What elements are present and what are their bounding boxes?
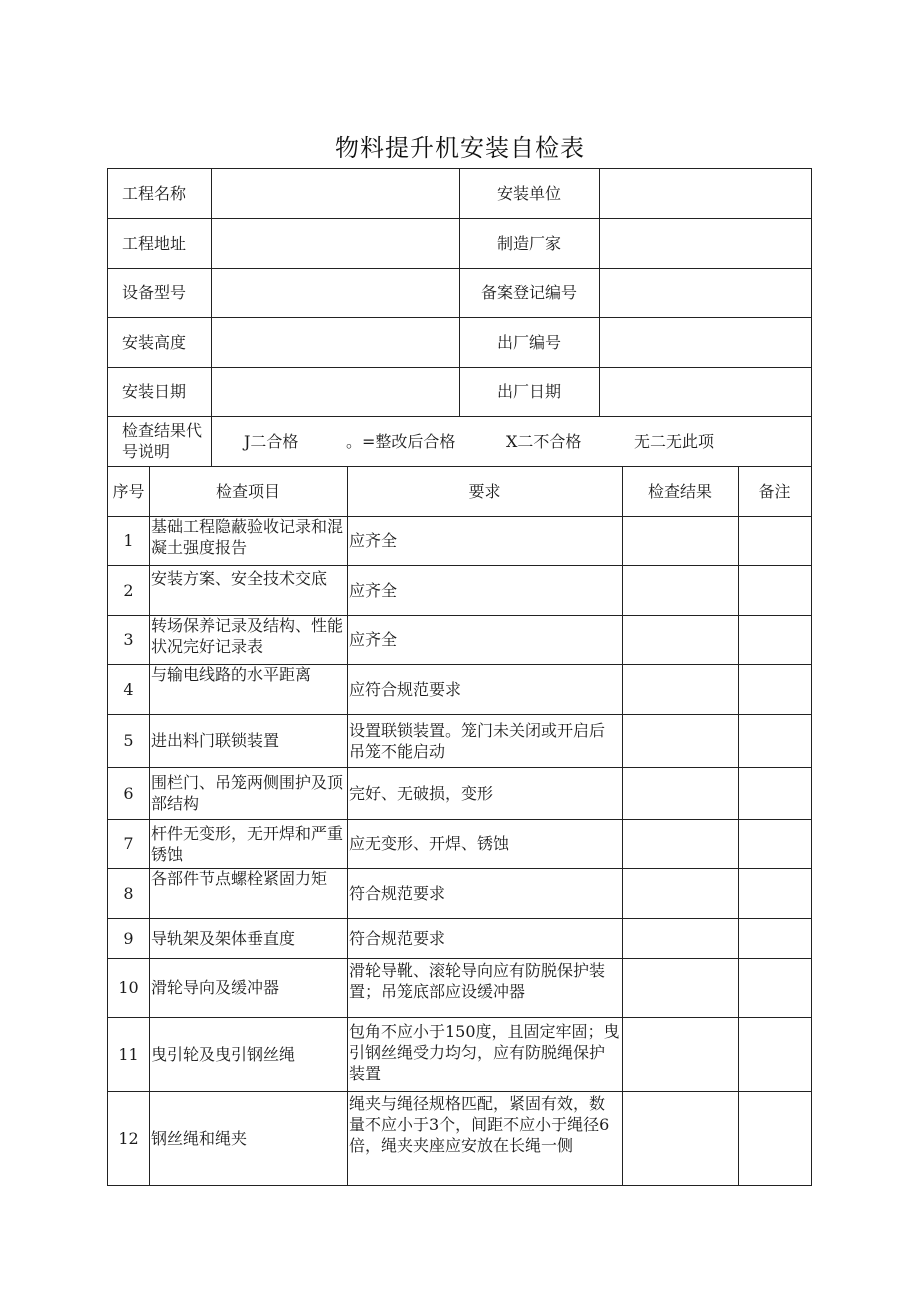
row-requirement: 应齐全 [349, 580, 398, 600]
grid-line [108, 767, 811, 768]
page-title: 物料提升机安装自检表 [335, 134, 585, 162]
header-item: 检查项目 [215, 481, 280, 501]
row-result[interactable] [622, 958, 738, 1017]
row-seq: 6 [123, 783, 134, 803]
row-note[interactable] [738, 868, 811, 918]
row-seq: 8 [123, 883, 134, 903]
row-note[interactable] [738, 714, 811, 767]
row-result[interactable] [622, 868, 738, 918]
row-note[interactable] [738, 1017, 811, 1091]
grid-line [108, 565, 811, 566]
info-value-project-name[interactable] [211, 169, 459, 218]
legend-label: 检查结果代号说明 [122, 421, 203, 461]
row-item: 围栏门、吊笼两侧围护及顶部结构 [151, 773, 344, 813]
info-value-serial-no[interactable] [599, 317, 811, 367]
row-seq: 9 [123, 928, 134, 948]
grid-line [108, 1017, 811, 1018]
grid-line [108, 918, 811, 919]
row-requirement: 应齐全 [349, 630, 398, 649]
info-label-model: 设备型号 [122, 283, 187, 302]
row-requirement: 设置联锁装置。笼门未关闭或开启后吊笼不能启动 [349, 720, 606, 761]
row-requirement: 绳夹与绳径规格匹配，紧固有效，数量不应小于3个，间距不应小于绳径6倍，绳夹夹座应安放在长绳一侧 [349, 1094, 610, 1155]
row-item: 基础工程隐蔽验收记录和混凝土强度报告 [151, 517, 344, 557]
row-seq: 3 [123, 630, 134, 649]
info-label-factory-date: 出厂日期 [496, 382, 561, 401]
row-result[interactable] [622, 664, 738, 714]
grid-line [149, 466, 150, 1185]
row-note[interactable] [738, 918, 811, 958]
row-result[interactable] [622, 819, 738, 868]
grid-line [108, 416, 811, 417]
grid-line [108, 868, 811, 869]
grid-line [108, 958, 811, 959]
row-result[interactable] [622, 565, 738, 615]
legend-pass: J二合格 [244, 431, 299, 451]
info-label-serial-no: 出厂编号 [496, 332, 561, 352]
info-value-factory-date[interactable] [599, 367, 811, 416]
row-note[interactable] [738, 664, 811, 714]
row-requirement: 应符合规范要求 [349, 679, 462, 699]
info-label-manufacturer: 制造厂家 [496, 233, 561, 253]
row-seq: 10 [118, 978, 139, 997]
row-requirement: 完好、无破损，变形 [349, 783, 494, 803]
info-value-install-date[interactable] [211, 367, 459, 416]
grid-line [108, 1091, 811, 1092]
legend-rectify: 。=整改后合格 [346, 431, 456, 451]
row-requirement: 包角不应小于150度，且固定牢固；曳引钢丝绳受力均匀，应有防脱绳保护装置 [349, 1022, 620, 1083]
row-seq: 7 [123, 834, 134, 853]
row-item: 进出料门联锁装置 [151, 731, 280, 750]
info-label-height: 安装高度 [122, 332, 187, 352]
grid-line [599, 169, 600, 416]
row-seq: 1 [123, 531, 134, 550]
row-note[interactable] [738, 615, 811, 664]
row-seq: 11 [118, 1044, 139, 1064]
row-note[interactable] [738, 958, 811, 1017]
row-seq: 12 [118, 1128, 139, 1148]
info-value-manufacturer[interactable] [599, 218, 811, 268]
row-result[interactable] [622, 516, 738, 565]
row-note[interactable] [738, 819, 811, 868]
row-item: 曳引轮及曳引钢丝绳 [151, 1044, 296, 1064]
legend-fail: X二不合格 [506, 431, 582, 451]
row-note[interactable] [738, 1091, 811, 1185]
row-result[interactable] [622, 714, 738, 767]
row-requirement: 符合规范要求 [349, 883, 446, 903]
row-requirement: 符合规范要求 [349, 928, 446, 948]
grid-line [108, 714, 811, 715]
row-item: 各部件节点螺栓紧固力矩 [151, 869, 328, 888]
row-requirement: 应无变形、开焊、锈蚀 [349, 834, 510, 853]
row-item: 导轨架及架体垂直度 [151, 928, 296, 948]
info-value-installer[interactable] [599, 169, 811, 218]
grid-line [622, 466, 623, 1185]
row-item: 钢丝绳和绳夹 [151, 1128, 248, 1148]
row-item: 安装方案、安全技术交底 [151, 569, 328, 588]
grid-line [211, 169, 212, 466]
row-seq: 4 [123, 679, 134, 699]
grid-line [108, 664, 811, 665]
row-item: 滑轮导向及缓冲器 [151, 978, 280, 997]
grid-line [459, 169, 460, 416]
grid-line [108, 466, 811, 467]
row-seq: 5 [123, 731, 134, 750]
row-item: 转场保养记录及结构、性能状况完好记录表 [151, 616, 344, 656]
info-label-registration-no: 备案登记编号 [480, 283, 577, 302]
row-result[interactable] [622, 1091, 738, 1185]
header-note: 备注 [758, 481, 791, 501]
row-requirement: 滑轮导靴、滚轮导向应有防脱保护装置；吊笼底部应设缓冲器 [349, 961, 606, 1001]
row-requirement: 应齐全 [349, 531, 398, 550]
row-result[interactable] [622, 918, 738, 958]
row-note[interactable] [738, 516, 811, 565]
row-item: 杆件无变形，无开焊和严重锈蚀 [151, 823, 344, 864]
info-label-install-date: 安装日期 [122, 382, 187, 401]
row-result[interactable] [622, 615, 738, 664]
grid-line [108, 516, 811, 517]
info-label-project-address: 工程地址 [122, 233, 187, 253]
row-result[interactable] [622, 1017, 738, 1091]
info-label-installer: 安装单位 [496, 184, 561, 203]
info-label-project-name: 工程名称 [122, 184, 187, 203]
header-seq: 序号 [112, 481, 145, 501]
inspection-table [107, 168, 812, 1186]
header-result: 检查结果 [647, 481, 712, 501]
info-value-height[interactable] [211, 317, 459, 367]
info-value-project-address[interactable] [211, 218, 459, 268]
legend-na: 无二无此项 [634, 431, 715, 451]
row-note[interactable] [738, 565, 811, 615]
grid-line [738, 466, 739, 1185]
header-requirement: 要求 [468, 481, 501, 501]
info-value-registration-no[interactable] [599, 268, 811, 317]
info-value-model[interactable] [211, 268, 459, 317]
grid-line [108, 615, 811, 616]
row-note[interactable] [738, 767, 811, 819]
row-seq: 2 [123, 580, 134, 600]
grid-line [347, 466, 348, 1185]
row-result[interactable] [622, 767, 738, 819]
grid-line [108, 819, 811, 820]
row-item: 与输电线路的水平距离 [151, 665, 312, 684]
